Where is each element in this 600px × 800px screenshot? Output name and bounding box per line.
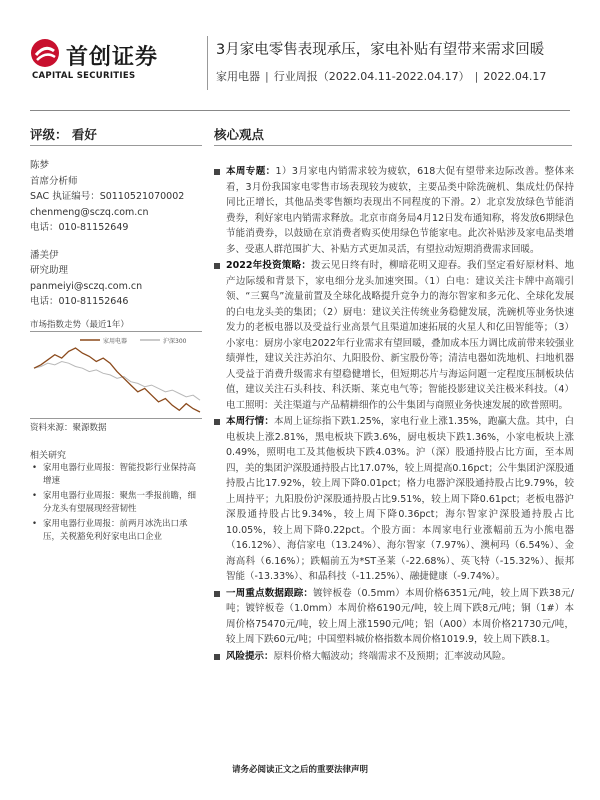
analyst-2-title: 研究助理	[30, 265, 69, 276]
core-view-item	[214, 414, 574, 585]
logo-mark-icon	[30, 38, 60, 68]
report-title: 3月家电零售表现承压，家电补贴有望带来需求回暖	[216, 42, 545, 58]
chart-legend	[80, 337, 187, 345]
header-divider	[207, 36, 208, 90]
chart-top-rule	[30, 331, 202, 332]
analyst-2-phone: 电话：010-81152646	[30, 296, 129, 307]
left-section-rule	[30, 145, 202, 146]
core-view-label: 风险提示：	[226, 650, 274, 662]
legend-label-sector: 家用电器	[103, 338, 128, 345]
legal-footer: 请务必阅读正文之后的重要法律声明	[231, 765, 368, 775]
related-research-title: 相关研究	[30, 451, 67, 461]
chart-title: 市场指数走势（最近1年）	[30, 320, 129, 330]
core-view-item	[214, 164, 574, 257]
analyst-1	[30, 158, 202, 236]
report-type: 行业周报（2022.04.11-2022.04.17）	[273, 70, 470, 83]
chart-plot-area	[34, 348, 200, 412]
logo-text-cn: 首创证券	[66, 45, 159, 70]
core-view-text: 拨云见日终有时，柳暗花明又迎春。我们坚定看好原材料、地产边际缓和背景下，家电细分龙头加速突围。（1）白电：建议关注卡牌中高端引领、“三翼鸟”流量前置及全球化战略提升竞争力的海尔智家和多元化、全球化发展的白电龙头美的集团；（2）厨电：建议关注传统业务稳健发展，洗碗机等业务快速发力的老板电器以及受益行业高景气且渠道加速拓展的火星人和亿田智能等；（3）小家电：厨房小家电2022年行业需求有望回暖，叠加成本压力调比成前带来较强业绩弹性，建议关注苏泊尔、九阳股份、新宝股份等；清洁电器如洗地机、扫地机器人受益于消费升级需求有望稳健增长，但短期芯片与海运问题一定程度压制板块估值，建议关注石头科技、科沃斯、莱克电气等；智能投影建议关注极米科技。（4）电工照明：关注渠道与产品精耕细作的公牛集团与商照业务快速发展的欧普照明。	[226, 260, 574, 411]
core-view-text: 本周上证综指下跌1.25%，家电行业上涨1.35%，跑赢大盘。其中，白电板块上涨2.81%，黑电板块下跌3.6%，厨电板块下跌1.36%，小家电板块上涨0.49%，照明电工及其他板块下跌4.03%。沪（深）股通持股占比方面，至本周四，美的集团沪深股通持股占比17.07%，较上周提高0.16pct；公牛集团沪深股通持股占比17.92%，较上周下降0.01pct；格力电器沪深股通持股占比9.79%，较上周持平；九阳股份沪深股通持股占比9.51%，较上周下降0.61pct；老板电器沪深股通持股占比9.34%，较上周下降0.36pct；海尔智家沪深股通持股占比10.05%，较上周下降0.22pct。个股方面：本周家电行业涨幅前五为小熊电器（16.12%）、海信家电（13.24%）、海尔智家（7.97%）、澳柯玛（6.54%）、金海高科（6.16%）；跌幅前五为*ST圣莱（-22.68%）、英飞特（-15.32%）、振邦智能（-13.33%）、和晶科技（-11.25%）、融捷健康（-9.74%）。	[226, 416, 574, 582]
analyst-1-name: 陈梦	[30, 160, 50, 171]
core-view-text: 原料价格大幅波动；终端需求不及预期；汇率波动风险。	[273, 650, 512, 662]
core-view-item	[214, 258, 574, 413]
report-date: 2022.04.17	[483, 70, 547, 83]
header-rule	[30, 110, 570, 111]
rating-label: 评级： 看好	[30, 127, 97, 142]
related-item[interactable]: • 家用电器行业周报：智能投影行业保持高增速	[30, 462, 202, 488]
core-view-label: 本周专题：	[226, 166, 276, 177]
right-section-rule	[214, 145, 572, 146]
analyst-info	[30, 158, 202, 322]
series-line-index	[34, 362, 200, 401]
company-logo	[30, 38, 200, 88]
analyst-1-phone: 电话：010-81152649	[30, 222, 129, 233]
core-view-text: 镀锌板卷（0.5mm）本周价格6351元/吨，较上周下跌38元/吨；镀锌板卷（1.0mm）本周价格6190元/吨，较上周下跌8元/吨；铜（1#）本周价格75470元/吨，较上周上涨1590元/吨；铝（A00）本周价格21730元/吨，较上周下跌60元/吨；中国塑料城价格指数本周价格1019.9，较上周下跌8.1。	[226, 587, 574, 645]
analyst-2	[30, 248, 202, 310]
legend-label-index: 沪深300	[163, 338, 187, 345]
core-view-item	[214, 586, 574, 648]
market-index-chart	[30, 334, 205, 416]
analyst-1-title: 首席分析师	[30, 175, 78, 187]
core-view-label: 一周重点数据跟踪：	[226, 587, 314, 599]
analyst-2-name: 潘美伊	[30, 249, 59, 261]
core-view-text: 1）3月家电内销需求较为疲软，618大促有望带来边际改善。整体来看，3月份我国家电零售市场表现较为疲软，主要品类中除洗碗机、集成灶仍保持同比正增长，其他品类零售额均表现出不同程度的下滑。2）北京发放绿色节能消费券，利好家电内销需求释放。北京市商务局4月12日发布通知称，将发放6期绿色节能消费券，以鼓励在京消费者购买使用绿色节能家电。此次补贴涉及家电品类增多、受惠人群范围扩大、补贴方式更加灵活，有望拉动短期消费需求回暖。	[226, 166, 574, 255]
series-line-sector	[34, 348, 200, 412]
core-views-title: 核心观点	[214, 127, 265, 142]
core-view-label: 2022年投资策略：	[226, 260, 312, 271]
chart-source: 资料来源：聚源数据	[30, 423, 107, 433]
analyst-2-email[interactable]: panmeiyi@sczq.com.cn	[30, 280, 143, 292]
related-research-list	[30, 462, 202, 546]
analyst-1-email[interactable]: chenmeng@sczq.com.cn	[30, 206, 149, 218]
core-views-list	[214, 164, 574, 665]
logo-text-en: CAPITAL SECURITIES	[32, 71, 136, 81]
related-item[interactable]: • 家用电器行业周报：聚焦一季报前瞻，细分龙头有望展现经营韧性	[30, 490, 202, 516]
report-meta: 家用电器 | 行业周报（2022.04.11-2022.04.17） | 2022.04.17	[216, 70, 547, 83]
analyst-1-sac: SAC 执证编号：S0110521070002	[30, 191, 185, 202]
core-view-label: 本周行情：	[226, 416, 274, 427]
chart-bottom-rule	[30, 418, 202, 419]
core-view-item	[214, 649, 574, 665]
related-item[interactable]: • 家用电器行业周报：前两月冰洗出口承压，关税豁免利好家电出口企业	[30, 518, 202, 544]
sector-label: 家用电器	[216, 70, 260, 83]
